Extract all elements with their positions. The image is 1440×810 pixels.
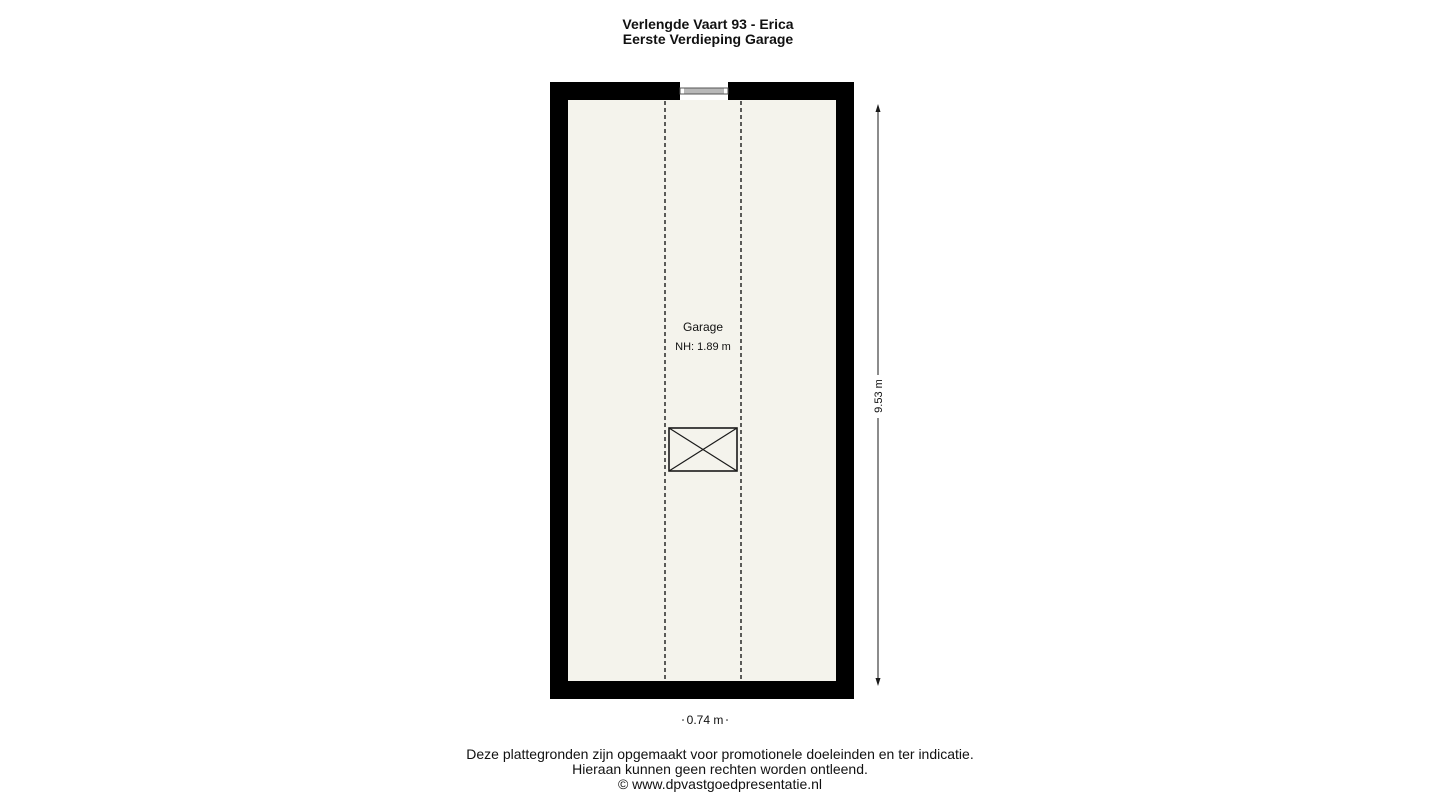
dimension-arrow-down-icon	[876, 678, 881, 686]
room-height-label: NH: 1.89 m	[675, 341, 731, 353]
copyright-line: © www.dpvastgoedpresentatie.nl	[617, 776, 823, 792]
horizontal-dimension	[682, 713, 728, 727]
vertical-dimension	[873, 104, 885, 686]
window-icon	[680, 82, 728, 100]
plan-subtitle: Eerste Verdieping Garage	[622, 31, 794, 47]
garage-floor	[568, 100, 836, 681]
disclaimer-line: Hieraan kunnen geen rechten worden ontleend.	[572, 761, 868, 777]
dimension-arrow-up-icon	[876, 104, 881, 112]
vertical-dimension-label: 9.53 m	[873, 379, 885, 413]
plan-title: Verlengde Vaart 93 - Erica	[622, 16, 794, 32]
room-label: Garage	[682, 320, 724, 334]
disclaimer-line: Deze plattegronden zijn opgemaakt voor promotionele doeleinden en ter indicatie.	[466, 746, 974, 762]
horizontal-dimension-label: 0.74 m	[686, 713, 724, 727]
